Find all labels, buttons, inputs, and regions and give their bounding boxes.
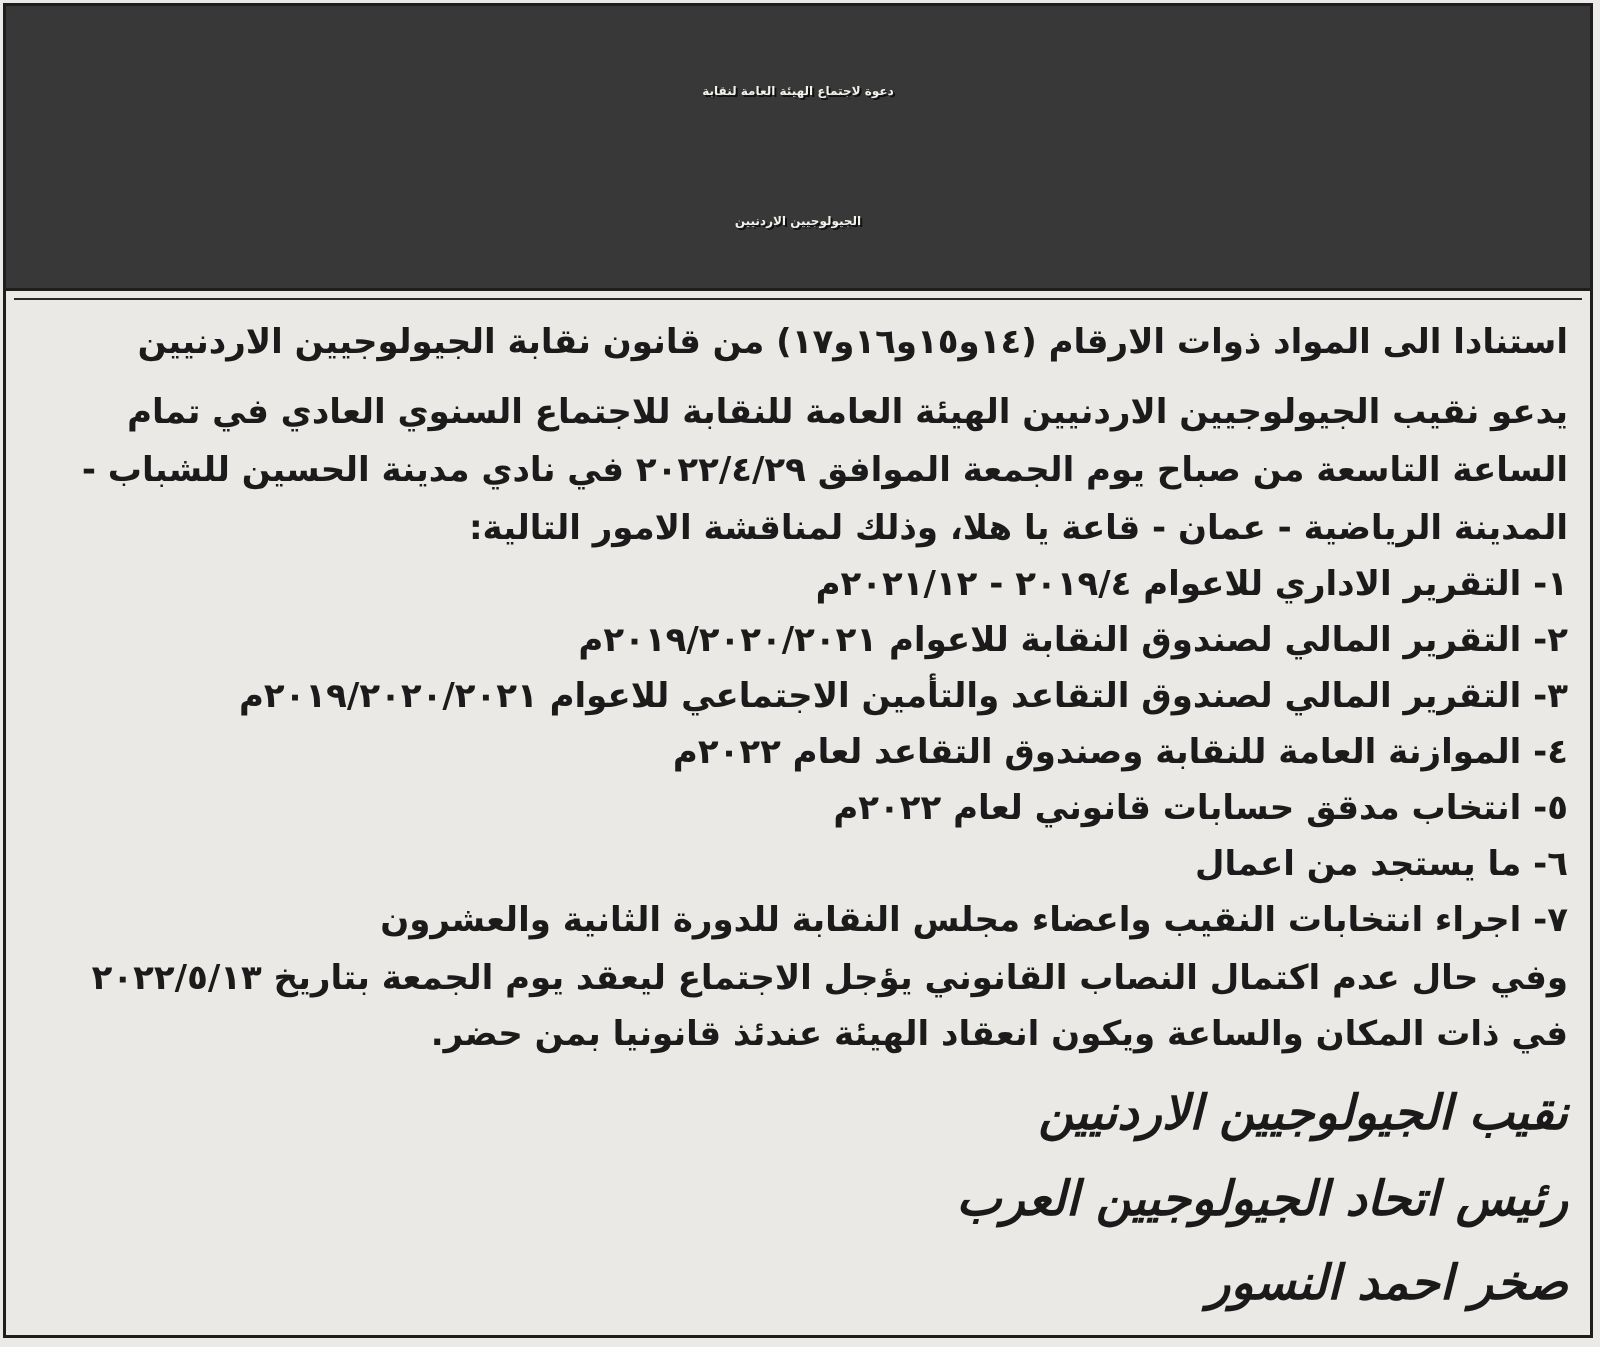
signature-title: نقيب الجيولوجيين الاردنيين [1038,1085,1568,1141]
quorum-line-2: في ذات المكان والساعة ويكون انعقاد الهيئة عندئذ قانونيا بمن حضر. [430,1014,1568,1054]
agenda-item-6: ٦- ما يستجد من اعمال [1194,844,1568,884]
agenda-item-1: ١- التقرير الاداري للاعوام ٢٠١٩/٤ - ٢٠٢١/١٢م [815,564,1568,604]
signature-position: رئيس اتحاد الجيولوجيين العرب [956,1171,1568,1227]
signature-name: صخر احمد النسور [1207,1255,1568,1311]
invitation-line-1: يدعو نقيب الجيولوجيين الاردنيين الهيئة العامة للنقابة للاجتماع السنوي العادي في تمام [127,392,1568,432]
intro-line: استنادا الى المواد ذوات الارقام (١٤و١٥و١٦و١٧) من قانون نقابة الجيولوجيين الاردنيين [137,322,1568,362]
announcement-frame [3,3,1593,1338]
invitation-line-3: المدينة الرياضية - عمان - قاعة يا هلا، وذلك لمناقشة الامور التالية: [468,508,1568,548]
agenda-item-2: ٢- التقرير المالي لصندوق النقابة للاعوام ٢٠١٩/٢٠٢٠/٢٠٢١م [578,620,1568,660]
agenda-item-7: ٧- اجراء انتخابات النقيب واعضاء مجلس النقابة للدورة الثانية والعشرون [380,900,1568,940]
title-line-1: دعوة لاجتماع الهيئة العامة لنقابة [702,84,894,98]
quorum-line-1: وفي حال عدم اكتمال النصاب القانوني يؤجل الاجتماع ليعقد يوم الجمعة بتاريخ ٢٠٢٢/٥/١٣ [91,958,1568,998]
agenda-item-4: ٤- الموازنة العامة للنقابة وصندوق التقاعد لعام ٢٠٢٢م [672,732,1568,772]
agenda-item-3: ٣- التقرير المالي لصندوق التقاعد والتأمين الاجتماعي للاعوام ٢٠١٩/٢٠٢٠/٢٠٢١م [238,676,1568,716]
title-banner [6,6,1590,291]
agenda-item-5: ٥- انتخاب مدقق حسابات قانوني لعام ٢٠٢٢م [833,788,1568,828]
divider [14,298,1582,300]
invitation-line-2: الساعة التاسعة من صباح يوم الجمعة الموافق ٢٠٢٢/٤/٢٩ في نادي مدينة الحسين للشباب - [81,450,1568,490]
title-line-2: الجيولوجيين الاردنيين [734,214,862,228]
